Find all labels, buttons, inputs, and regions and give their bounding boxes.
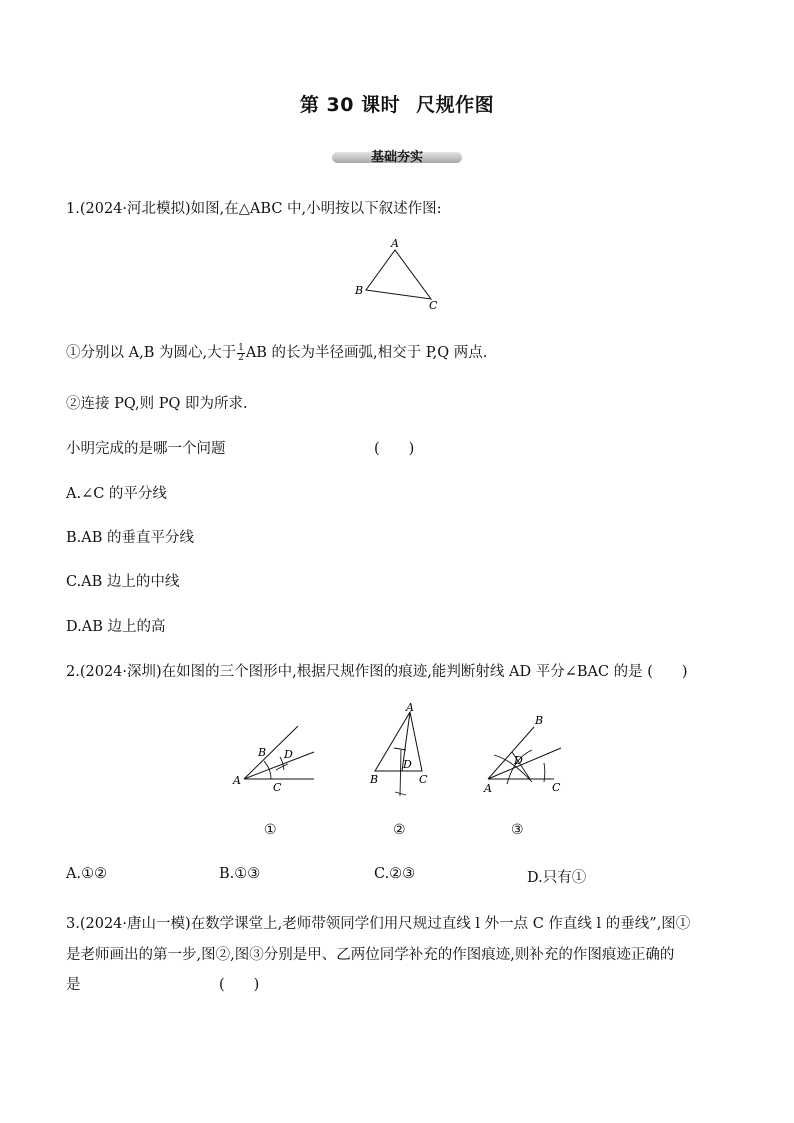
q2-figure-3 xyxy=(483,714,561,795)
q1-step1-fraction xyxy=(237,344,245,363)
q2-fig1-label-d: D xyxy=(284,748,293,761)
q3-answer-bracket: ( ) xyxy=(219,977,260,993)
q1-label-c: C xyxy=(429,299,438,312)
q2-fig2-label-d: D xyxy=(403,758,412,771)
q1-triangle-figure xyxy=(350,236,440,312)
q1-step1 xyxy=(66,341,487,363)
q1-step1-pre: ①分别以 A,B 为圆心,大于 xyxy=(66,345,237,361)
page-title xyxy=(0,90,794,117)
q1-stem: 1.(2024·河北模拟)如图,在△ABC 中,小明按以下叙述作图: xyxy=(66,201,442,217)
q1-label-a: A xyxy=(391,237,399,250)
q1-ask: 小明完成的是哪一个问题 xyxy=(66,441,226,457)
q1-option-d: D.AB 边上的高 xyxy=(66,619,166,635)
q2-figure-number-1: ① xyxy=(264,822,277,838)
title-topic: 尺规作图 xyxy=(416,94,495,116)
q2-figure-number-2: ② xyxy=(393,822,406,838)
q1-step2: ②连接 PQ,则 PQ 即为所求. xyxy=(66,396,248,412)
q1-option-a: A.∠C 的平分线 xyxy=(66,486,167,502)
q3-line-1: 3.(2024·唐山一模)在数学课堂上,老师带领同学们用尺规过直线 l 外一点 C 作直线 l 的垂线”,图① xyxy=(66,916,691,932)
q2-fig1-label-c: C xyxy=(273,781,282,794)
q2-fig1-label-a: A xyxy=(233,774,241,787)
q1-triangle xyxy=(366,250,431,299)
q2-option-c: C.②③ xyxy=(374,866,416,882)
q2-figures xyxy=(226,700,586,810)
q2-fig3-label-b: B xyxy=(535,714,544,727)
q1-option-b: B.AB 的垂直平分线 xyxy=(66,530,195,546)
q2-figure-1 xyxy=(232,726,314,794)
title-lesson: 第 30 课时 xyxy=(299,94,401,116)
q2-fig2-label-c: C xyxy=(419,773,428,786)
q2-fig1-label-b: B xyxy=(258,746,267,759)
fraction-denominator: 2 xyxy=(238,352,244,363)
q1-answer-bracket: ( ) xyxy=(374,441,415,457)
q2-figure-number-3: ③ xyxy=(511,822,524,838)
q2-fig3-label-a: A xyxy=(484,782,492,795)
q2-option-b: B.①③ xyxy=(219,866,261,882)
q2-option-d: D.只有① xyxy=(527,870,587,886)
section-badge-label: 基础夯实 xyxy=(370,150,423,165)
q2-option-a: A.①② xyxy=(66,866,108,882)
q2-fig2-label-a: A xyxy=(406,701,414,714)
q1-step1-post: AB 的长为半径画弧,相交于 P,Q 两点. xyxy=(245,345,488,361)
q3-line-2: 是老师画出的第一步,图②,图③分别是甲、乙两位同学补充的作图痕迹,则补充的作图痕迹正确的 xyxy=(66,947,675,963)
q2-figure-2 xyxy=(369,701,428,796)
q2-fig3-label-c: C xyxy=(552,781,561,794)
q2-fig3-label-d: D xyxy=(514,754,523,767)
section-badge xyxy=(332,146,462,166)
fraction-numerator: 1 xyxy=(238,342,244,353)
q2-fig2-label-b: B xyxy=(370,773,379,786)
q2-stem: 2.(2024·深圳)在如图的三个图形中,根据尺规作图的痕迹,能判断射线 AD 平分∠BAC 的是 ( ) xyxy=(66,664,688,680)
q1-label-b: B xyxy=(355,284,364,297)
q3-line-3: 是 xyxy=(66,977,81,993)
q1-option-c: C.AB 边上的中线 xyxy=(66,574,180,590)
